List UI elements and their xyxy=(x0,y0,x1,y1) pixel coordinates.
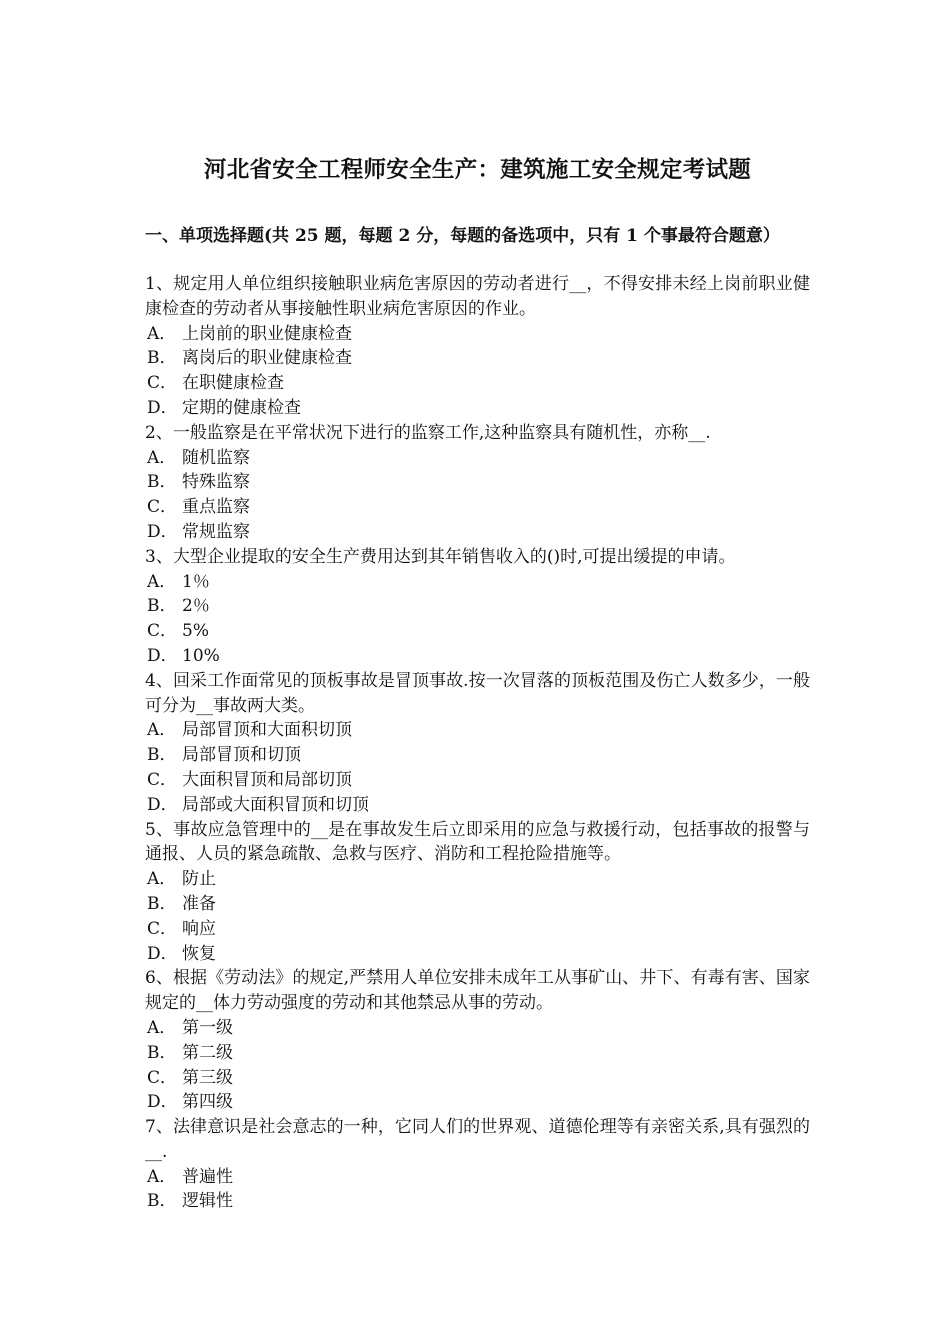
option-text: 在职健康检查 xyxy=(182,373,284,394)
option-letter: A． xyxy=(147,571,177,592)
option-text: 防止 xyxy=(182,869,216,890)
option-text: 2％ xyxy=(182,596,210,617)
option-text: 局部冒顶和大面积切顶 xyxy=(182,720,352,741)
question-list xyxy=(145,272,810,1214)
option-text: 1％ xyxy=(182,571,210,592)
answer-option xyxy=(145,371,810,396)
answer-option xyxy=(145,1016,810,1041)
option-letter: B． xyxy=(147,893,177,914)
option-letter: C． xyxy=(147,621,178,642)
answer-option xyxy=(145,1189,810,1214)
option-letter: A． xyxy=(147,1166,177,1187)
option-text: 局部或大面积冒顶和切顶 xyxy=(182,794,369,815)
option-letter: D． xyxy=(147,943,178,964)
option-letter: A． xyxy=(147,323,177,344)
answer-option xyxy=(145,495,810,520)
option-letter: B． xyxy=(147,596,177,617)
option-letter: B． xyxy=(147,1191,177,1212)
option-letter: B． xyxy=(147,348,177,369)
question-item xyxy=(145,1115,810,1214)
answer-option xyxy=(145,942,810,967)
question-stem: 2、一般监察是在平常状况下进行的监察工作,这种监察具有随机性，亦称__. xyxy=(145,422,711,443)
option-text: 局部冒顶和切顶 xyxy=(182,745,301,766)
option-letter: C． xyxy=(147,497,178,518)
answer-option xyxy=(145,718,810,743)
answer-option xyxy=(145,793,810,818)
answer-option xyxy=(145,1165,810,1190)
option-letter: B． xyxy=(147,745,177,766)
section-heading: 一、单项选择题(共 25 题，每题 2 分，每题的备选项中，只有 1 个事最符合题意） xyxy=(145,226,780,246)
option-text: 10% xyxy=(182,645,220,666)
option-letter: D． xyxy=(147,645,178,666)
option-text: 响应 xyxy=(182,918,216,939)
option-letter: B． xyxy=(147,1042,177,1063)
option-text: 上岗前的职业健康检查 xyxy=(182,323,352,344)
option-text: 常规监察 xyxy=(182,521,250,542)
question-stem: 5、事故应急管理中的__是在事故发生后立即采用的应急与救援行动，包括事故的报警与通报、人员的紧急疏散、急救与医疗、消防和工程抢险措施等。 xyxy=(145,819,810,865)
option-text: 普遍性 xyxy=(182,1166,233,1187)
option-letter: C． xyxy=(147,373,178,394)
option-letter: D． xyxy=(147,521,178,542)
answer-option xyxy=(145,892,810,917)
option-text: 重点监察 xyxy=(182,497,250,518)
option-text: 逻辑性 xyxy=(182,1191,233,1212)
question-item xyxy=(145,545,810,669)
option-text: 第二级 xyxy=(182,1042,233,1063)
question-stem: 1、规定用人单位组织接触职业病危害原因的劳动者进行__，不得安排未经上岗前职业健康检查的劳动者从事接触性职业病危害原因的作业。 xyxy=(145,274,810,319)
question-item xyxy=(145,818,810,967)
answer-option xyxy=(145,570,810,595)
answer-option xyxy=(145,917,810,942)
option-letter: A． xyxy=(147,447,177,468)
answer-option xyxy=(145,619,810,644)
answer-option xyxy=(145,346,810,371)
option-letter: A． xyxy=(147,1017,177,1038)
question-stem: 6、根据《劳动法》的规定,严禁用人单位安排未成年工从事矿山、井下、有毒有害、国家规定的__体力劳动强度的劳动和其他禁忌从事的劳动。 xyxy=(145,968,810,1014)
question-stem: 3、大型企业提取的安全生产费用达到其年销售收入的()时,可提出缓提的申请。 xyxy=(145,546,736,567)
option-letter: A． xyxy=(147,720,177,741)
option-letter: C． xyxy=(147,1067,178,1088)
answer-option xyxy=(145,768,810,793)
answer-option xyxy=(145,520,810,545)
answer-option xyxy=(145,1090,810,1115)
answer-option xyxy=(145,644,810,669)
answer-option xyxy=(145,1066,810,1091)
question-item xyxy=(145,421,810,545)
answer-option xyxy=(145,396,810,421)
option-text: 第三级 xyxy=(182,1067,233,1088)
answer-option xyxy=(145,867,810,892)
option-letter: B． xyxy=(147,472,177,493)
option-text: 随机监察 xyxy=(182,447,250,468)
document-title: 河北省安全工程师安全生产：建筑施工安全规定考试题 xyxy=(203,157,752,183)
question-item xyxy=(145,272,810,421)
option-letter: C． xyxy=(147,769,178,790)
answer-option xyxy=(145,446,810,471)
option-letter: D． xyxy=(147,1092,178,1113)
option-letter: D． xyxy=(147,794,178,815)
answer-option xyxy=(145,594,810,619)
answer-option xyxy=(145,1041,810,1066)
option-letter: A． xyxy=(147,869,177,890)
question-item xyxy=(145,669,810,818)
answer-option xyxy=(145,470,810,495)
option-text: 5% xyxy=(182,621,209,642)
answer-option xyxy=(145,322,810,347)
option-text: 大面积冒顶和局部切顶 xyxy=(182,769,352,790)
question-stem: 7、法律意识是社会意志的一种，它同人们的世界观、道德伦理等有亲密关系,具有强烈的__. xyxy=(145,1117,810,1162)
option-text: 特殊监察 xyxy=(182,472,250,493)
option-text: 准备 xyxy=(182,893,216,914)
option-text: 第四级 xyxy=(182,1092,233,1113)
question-item xyxy=(145,966,810,1115)
option-letter: D． xyxy=(147,397,178,418)
answer-option xyxy=(145,743,810,768)
option-text: 第一级 xyxy=(182,1017,233,1038)
option-text: 离岗后的职业健康检查 xyxy=(182,348,352,369)
option-text: 定期的健康检查 xyxy=(182,397,301,418)
option-letter: C． xyxy=(147,918,178,939)
question-stem: 4、回采工作面常见的顶板事故是冒顶事故.按一次冒落的顶板范围及伤亡人数多少，一般可分为__事故两大类。 xyxy=(145,670,810,716)
option-text: 恢复 xyxy=(182,943,216,964)
